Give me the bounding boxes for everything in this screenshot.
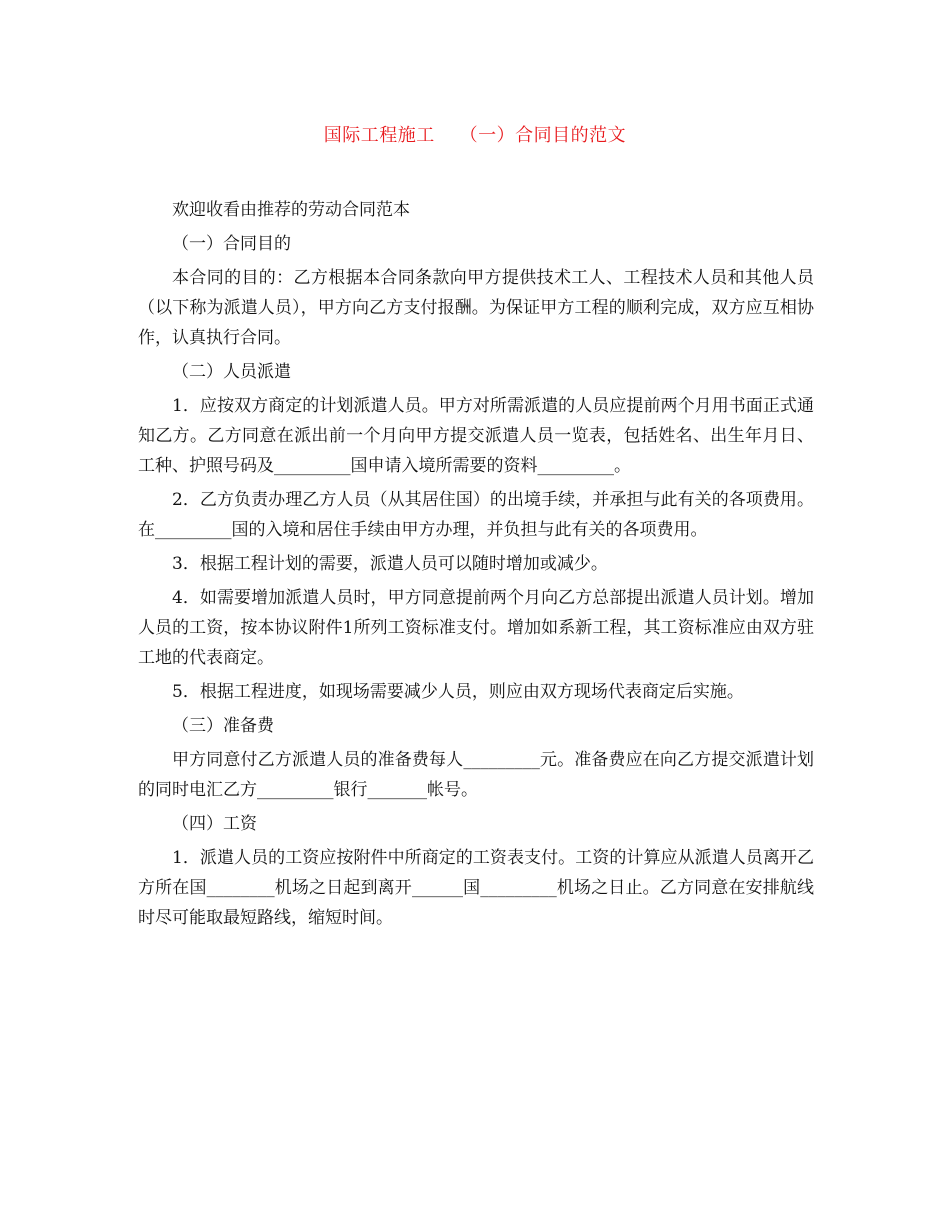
section-heading-preparation: （三）准备费 <box>172 716 274 736</box>
section-heading-wages: （四）工资 <box>172 814 257 834</box>
document-body <box>138 195 814 937</box>
section-heading-dispatch: （二）人员派遣 <box>172 362 291 382</box>
paragraph-dispatch-2: 2．乙方负责办理乙方人员（从其居住国）的出境手续，并承担与此有关的各项费用。在_________国的入境和居住手续由甲方办理，并负担与此有关的各项费用。 <box>138 490 814 540</box>
document-title: 国际工程施工 （一）合同目的范文 <box>323 125 627 146</box>
paragraph-purpose: 本合同的目的：乙方根据本合同条款向甲方提供技术工人、工程技术人员和其他人员（以下称为派遣人员），甲方向乙方支付报酬。为保证甲方工程的顺利完成，双方应互相协作，认真执行合同。 <box>138 268 814 348</box>
paragraph-wages-1: 1．派遣人员的工资应按附件中所商定的工资表支付。工资的计算应从派遣人员离开乙方所在国________机场之日起到离开______国_________机场之日止。乙方同意在安排航线时尽可能取最短路线，缩短时间。 <box>138 848 814 928</box>
paragraph-preparation: 甲方同意付乙方派遣人员的准备费每人_________元。准备费应在向乙方提交派遣计划的同时电汇乙方_________银行_______帐号。 <box>138 750 814 800</box>
intro-paragraph: 欢迎收看由推荐的劳动合同范本 <box>172 200 410 220</box>
paragraph-dispatch-5: 5．根据工程进度，如现场需要减少人员，则应由双方现场代表商定后实施。 <box>172 682 744 702</box>
paragraph-dispatch-4: 4．如需要增加派遣人员时，甲方同意提前两个月向乙方总部提出派遣人员计划。增加人员的工资，按本协议附件1所列工资标准支付。增加如系新工程，其工资标准应由双方驻工地的代表商定。 <box>138 588 814 668</box>
paragraph-dispatch-3: 3．根据工程计划的需要，派遣人员可以随时增加或减少。 <box>172 554 608 574</box>
section-heading-purpose: （一）合同目的 <box>172 234 291 254</box>
paragraph-dispatch-1: 1．应按双方商定的计划派遣人员。甲方对所需派遣的人员应提前两个月用书面正式通知乙方。乙方同意在派出前一个月向甲方提交派遣人员一览表，包括姓名、出生年月日、工种、护照号码及_________国申请入境所需要的资料_________。 <box>138 396 814 476</box>
